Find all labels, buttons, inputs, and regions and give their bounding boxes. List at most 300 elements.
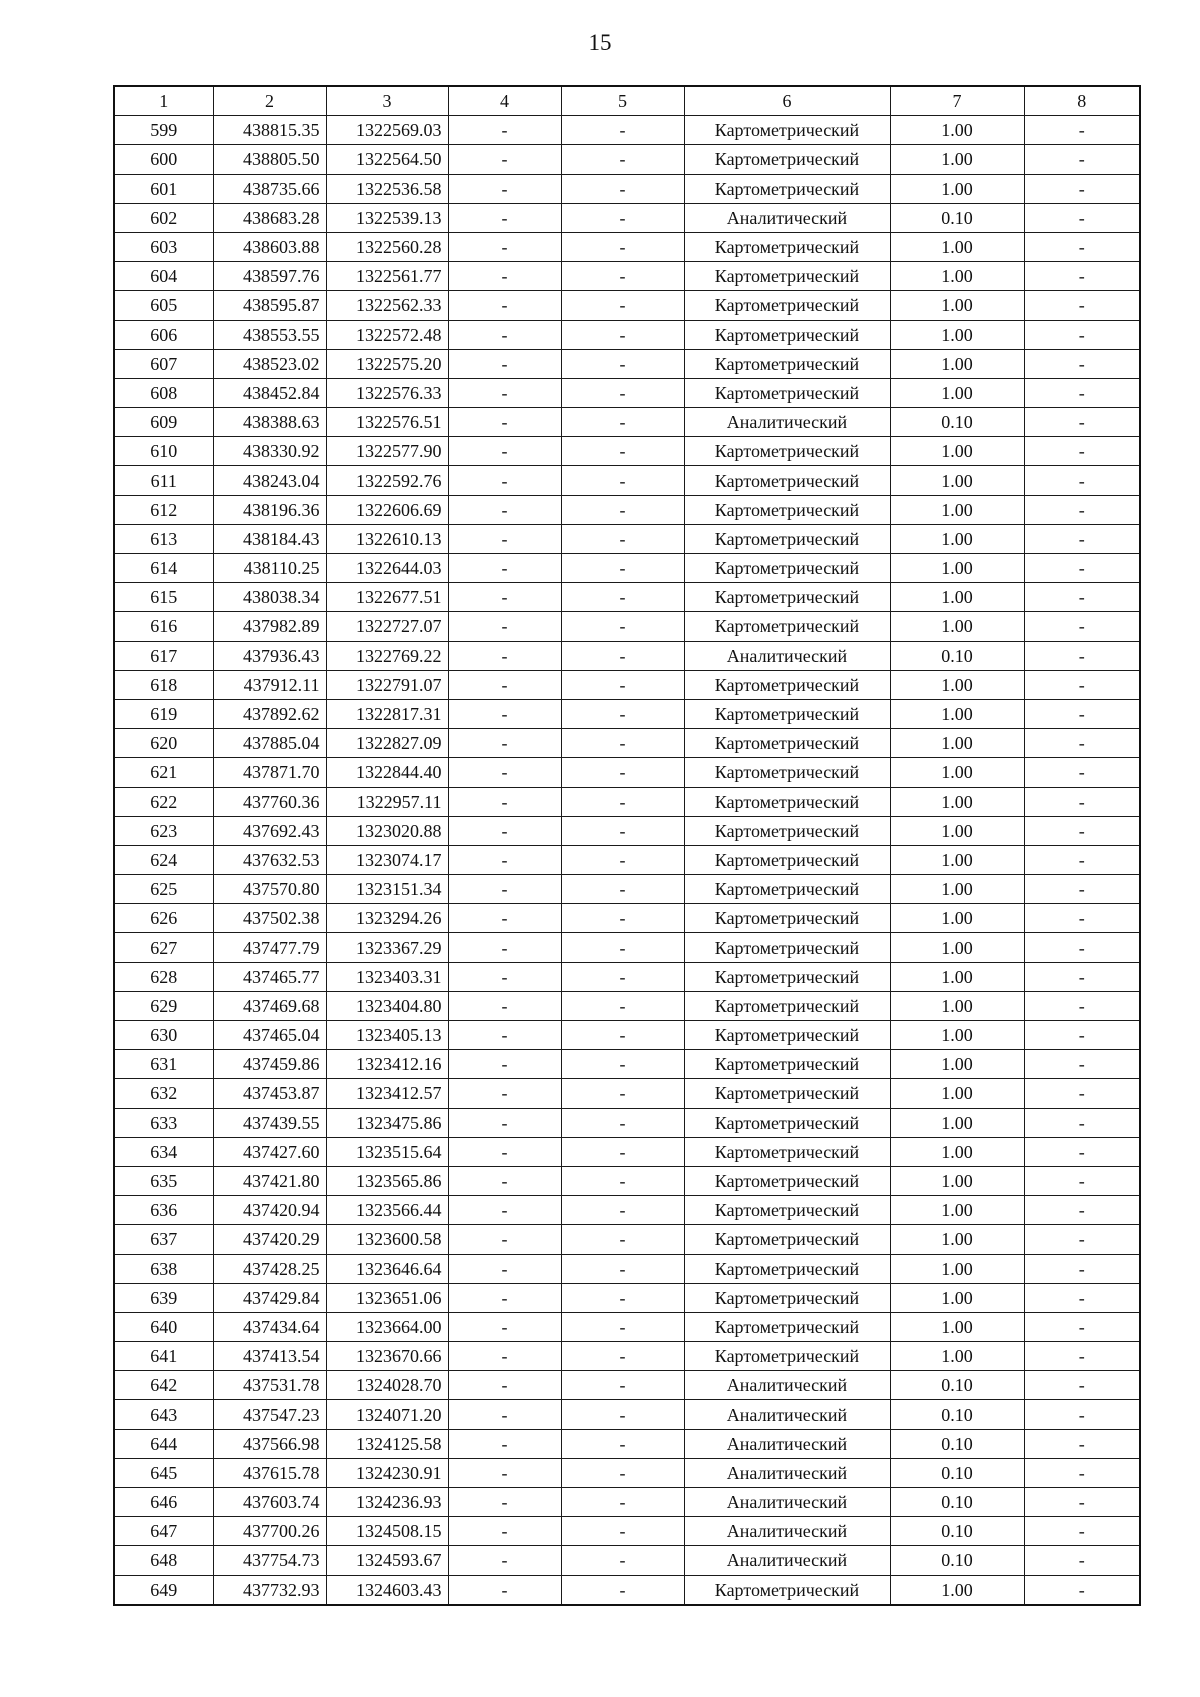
col4-cell: -: [448, 378, 561, 407]
accuracy-cell: 1.00: [890, 1050, 1024, 1079]
accuracy-cell: 1.00: [890, 1254, 1024, 1283]
method-cell: Картометрический: [684, 670, 890, 699]
point-number-cell: 642: [114, 1371, 213, 1400]
y-coordinate-cell: 1323151.34: [326, 875, 448, 904]
x-coordinate-cell: 437453.87: [213, 1079, 326, 1108]
x-coordinate-cell: 438452.84: [213, 378, 326, 407]
col8-cell: -: [1024, 641, 1140, 670]
accuracy-cell: 1.00: [890, 729, 1024, 758]
x-coordinate-cell: 437892.62: [213, 699, 326, 728]
method-cell: Аналитический: [684, 1458, 890, 1487]
col4-cell: -: [448, 670, 561, 699]
col8-cell: -: [1024, 699, 1140, 728]
accuracy-cell: 1.00: [890, 758, 1024, 787]
col8-cell: -: [1024, 1312, 1140, 1341]
x-coordinate-cell: 437912.11: [213, 670, 326, 699]
accuracy-cell: 0.10: [890, 1488, 1024, 1517]
method-cell: Картометрический: [684, 699, 890, 728]
point-number-cell: 633: [114, 1108, 213, 1137]
col5-cell: -: [561, 699, 684, 728]
accuracy-cell: 1.00: [890, 1108, 1024, 1137]
col8-cell: -: [1024, 378, 1140, 407]
col4-cell: -: [448, 845, 561, 874]
col8-cell: -: [1024, 758, 1140, 787]
x-coordinate-cell: 437434.64: [213, 1312, 326, 1341]
method-cell: Картометрический: [684, 1108, 890, 1137]
accuracy-cell: 1.00: [890, 612, 1024, 641]
point-number-cell: 648: [114, 1546, 213, 1575]
point-number-cell: 634: [114, 1137, 213, 1166]
accuracy-cell: 0.10: [890, 203, 1024, 232]
col8-cell: -: [1024, 1517, 1140, 1546]
col4-cell: -: [448, 174, 561, 203]
y-coordinate-cell: 1323294.26: [326, 904, 448, 933]
col5-cell: -: [561, 991, 684, 1020]
point-number-cell: 622: [114, 787, 213, 816]
method-cell: Картометрический: [684, 1254, 890, 1283]
point-number-cell: 630: [114, 1021, 213, 1050]
table-row: [114, 962, 1140, 991]
col5-cell: -: [561, 787, 684, 816]
method-cell: Аналитический: [684, 1488, 890, 1517]
col8-cell: -: [1024, 1050, 1140, 1079]
y-coordinate-cell: 1323074.17: [326, 845, 448, 874]
col4-cell: -: [448, 1225, 561, 1254]
table-row: [114, 875, 1140, 904]
x-coordinate-cell: 437413.54: [213, 1342, 326, 1371]
col4-cell: -: [448, 408, 561, 437]
accuracy-cell: 1.00: [890, 262, 1024, 291]
y-coordinate-cell: 1322572.48: [326, 320, 448, 349]
table-row: [114, 145, 1140, 174]
table-row: [114, 291, 1140, 320]
col8-cell: -: [1024, 291, 1140, 320]
col4-cell: -: [448, 232, 561, 261]
col4-cell: -: [448, 262, 561, 291]
col8-cell: -: [1024, 1079, 1140, 1108]
y-coordinate-cell: 1322569.03: [326, 116, 448, 145]
col8-cell: -: [1024, 1429, 1140, 1458]
col8-cell: -: [1024, 437, 1140, 466]
col4-cell: -: [448, 349, 561, 378]
accuracy-cell: 0.10: [890, 1429, 1024, 1458]
table-row: [114, 904, 1140, 933]
y-coordinate-cell: 1324125.58: [326, 1429, 448, 1458]
col8-cell: -: [1024, 962, 1140, 991]
col8-cell: -: [1024, 1400, 1140, 1429]
col5-cell: -: [561, 495, 684, 524]
method-cell: Картометрический: [684, 378, 890, 407]
y-coordinate-cell: 1322562.33: [326, 291, 448, 320]
col4-cell: -: [448, 816, 561, 845]
x-coordinate-cell: 438196.36: [213, 495, 326, 524]
x-coordinate-cell: 437465.04: [213, 1021, 326, 1050]
x-coordinate-cell: 438597.76: [213, 262, 326, 291]
x-coordinate-cell: 437469.68: [213, 991, 326, 1020]
table-row: [114, 437, 1140, 466]
col8-cell: -: [1024, 1458, 1140, 1487]
col8-cell: -: [1024, 349, 1140, 378]
accuracy-cell: 1.00: [890, 1283, 1024, 1312]
x-coordinate-cell: 437477.79: [213, 933, 326, 962]
accuracy-cell: 1.00: [890, 232, 1024, 261]
table-row: [114, 203, 1140, 232]
x-coordinate-cell: 437732.93: [213, 1575, 326, 1605]
accuracy-cell: 1.00: [890, 670, 1024, 699]
y-coordinate-cell: 1322576.33: [326, 378, 448, 407]
table-row: [114, 262, 1140, 291]
col4-cell: -: [448, 1021, 561, 1050]
accuracy-cell: 0.10: [890, 1400, 1024, 1429]
y-coordinate-cell: 1323566.44: [326, 1196, 448, 1225]
col5-cell: -: [561, 1254, 684, 1283]
col4-cell: -: [448, 1575, 561, 1605]
table-row: [114, 845, 1140, 874]
accuracy-cell: 1.00: [890, 1575, 1024, 1605]
col5-cell: -: [561, 1312, 684, 1341]
col4-cell: -: [448, 758, 561, 787]
method-cell: Картометрический: [684, 524, 890, 553]
table-row: [114, 641, 1140, 670]
y-coordinate-cell: 1324603.43: [326, 1575, 448, 1605]
col8-cell: -: [1024, 554, 1140, 583]
y-coordinate-cell: 1322817.31: [326, 699, 448, 728]
col5-cell: -: [561, 612, 684, 641]
method-cell: Картометрический: [684, 1079, 890, 1108]
col5-cell: -: [561, 116, 684, 145]
x-coordinate-cell: 437428.25: [213, 1254, 326, 1283]
accuracy-cell: 0.10: [890, 1517, 1024, 1546]
x-coordinate-cell: 438735.66: [213, 174, 326, 203]
accuracy-cell: 0.10: [890, 408, 1024, 437]
accuracy-cell: 1.00: [890, 524, 1024, 553]
accuracy-cell: 1.00: [890, 495, 1024, 524]
table-header-row: [114, 86, 1140, 116]
col8-cell: -: [1024, 787, 1140, 816]
table-row: [114, 1283, 1140, 1312]
y-coordinate-cell: 1324236.93: [326, 1488, 448, 1517]
column-header: 1: [114, 86, 213, 116]
accuracy-cell: 1.00: [890, 962, 1024, 991]
x-coordinate-cell: 437420.94: [213, 1196, 326, 1225]
method-cell: Картометрический: [684, 816, 890, 845]
col4-cell: -: [448, 1342, 561, 1371]
col4-cell: -: [448, 641, 561, 670]
col8-cell: -: [1024, 524, 1140, 553]
point-number-cell: 609: [114, 408, 213, 437]
point-number-cell: 646: [114, 1488, 213, 1517]
y-coordinate-cell: 1322592.76: [326, 466, 448, 495]
accuracy-cell: 1.00: [890, 1196, 1024, 1225]
col4-cell: -: [448, 495, 561, 524]
col8-cell: -: [1024, 1196, 1140, 1225]
col4-cell: -: [448, 1429, 561, 1458]
col4-cell: -: [448, 962, 561, 991]
col8-cell: -: [1024, 1546, 1140, 1575]
col5-cell: -: [561, 1488, 684, 1517]
point-number-cell: 612: [114, 495, 213, 524]
col8-cell: -: [1024, 729, 1140, 758]
method-cell: Аналитический: [684, 1400, 890, 1429]
method-cell: Картометрический: [684, 1283, 890, 1312]
y-coordinate-cell: 1322539.13: [326, 203, 448, 232]
method-cell: Аналитический: [684, 1546, 890, 1575]
method-cell: Картометрический: [684, 466, 890, 495]
x-coordinate-cell: 437760.36: [213, 787, 326, 816]
col5-cell: -: [561, 1225, 684, 1254]
col4-cell: -: [448, 116, 561, 145]
x-coordinate-cell: 437439.55: [213, 1108, 326, 1137]
table-row: [114, 320, 1140, 349]
x-coordinate-cell: 437754.73: [213, 1546, 326, 1575]
col8-cell: -: [1024, 232, 1140, 261]
page-number: 15: [588, 30, 612, 55]
col5-cell: -: [561, 1458, 684, 1487]
point-number-cell: 616: [114, 612, 213, 641]
coordinates-table: [113, 85, 1141, 1606]
col5-cell: -: [561, 437, 684, 466]
col5-cell: -: [561, 583, 684, 612]
x-coordinate-cell: 438388.63: [213, 408, 326, 437]
col5-cell: -: [561, 145, 684, 174]
method-cell: Картометрический: [684, 1021, 890, 1050]
method-cell: Картометрический: [684, 904, 890, 933]
accuracy-cell: 1.00: [890, 320, 1024, 349]
y-coordinate-cell: 1322844.40: [326, 758, 448, 787]
x-coordinate-cell: 438553.55: [213, 320, 326, 349]
x-coordinate-cell: 438038.34: [213, 583, 326, 612]
method-cell: Картометрический: [684, 116, 890, 145]
col5-cell: -: [561, 816, 684, 845]
col8-cell: -: [1024, 1371, 1140, 1400]
col4-cell: -: [448, 1458, 561, 1487]
point-number-cell: 624: [114, 845, 213, 874]
col8-cell: -: [1024, 816, 1140, 845]
col5-cell: -: [561, 1546, 684, 1575]
col4-cell: -: [448, 320, 561, 349]
col4-cell: -: [448, 583, 561, 612]
method-cell: Картометрический: [684, 554, 890, 583]
table-row: [114, 1400, 1140, 1429]
column-header: 2: [213, 86, 326, 116]
point-number-cell: 640: [114, 1312, 213, 1341]
table-row: [114, 378, 1140, 407]
x-coordinate-cell: 437570.80: [213, 875, 326, 904]
point-number-cell: 617: [114, 641, 213, 670]
y-coordinate-cell: 1322606.69: [326, 495, 448, 524]
col5-cell: -: [561, 641, 684, 670]
point-number-cell: 600: [114, 145, 213, 174]
column-header: 5: [561, 86, 684, 116]
accuracy-cell: 1.00: [890, 174, 1024, 203]
method-cell: Картометрический: [684, 729, 890, 758]
col4-cell: -: [448, 875, 561, 904]
point-number-cell: 644: [114, 1429, 213, 1458]
accuracy-cell: 1.00: [890, 437, 1024, 466]
col4-cell: -: [448, 1312, 561, 1341]
point-number-cell: 599: [114, 116, 213, 145]
column-header: 8: [1024, 86, 1140, 116]
accuracy-cell: 1.00: [890, 378, 1024, 407]
y-coordinate-cell: 1324593.67: [326, 1546, 448, 1575]
method-cell: Аналитический: [684, 641, 890, 670]
col5-cell: -: [561, 758, 684, 787]
col8-cell: -: [1024, 1166, 1140, 1195]
table-row: [114, 408, 1140, 437]
y-coordinate-cell: 1322769.22: [326, 641, 448, 670]
col5-cell: -: [561, 232, 684, 261]
point-number-cell: 611: [114, 466, 213, 495]
y-coordinate-cell: 1323515.64: [326, 1137, 448, 1166]
point-number-cell: 649: [114, 1575, 213, 1605]
col8-cell: -: [1024, 1137, 1140, 1166]
col8-cell: -: [1024, 933, 1140, 962]
col8-cell: -: [1024, 116, 1140, 145]
col8-cell: -: [1024, 670, 1140, 699]
y-coordinate-cell: 1324028.70: [326, 1371, 448, 1400]
x-coordinate-cell: 437465.77: [213, 962, 326, 991]
col4-cell: -: [448, 1108, 561, 1137]
method-cell: Картометрический: [684, 758, 890, 787]
table-row: [114, 349, 1140, 378]
method-cell: Картометрический: [684, 1196, 890, 1225]
table-row: [114, 670, 1140, 699]
col5-cell: -: [561, 845, 684, 874]
column-header: 4: [448, 86, 561, 116]
y-coordinate-cell: 1323565.86: [326, 1166, 448, 1195]
col5-cell: -: [561, 524, 684, 553]
col8-cell: -: [1024, 1108, 1140, 1137]
point-number-cell: 625: [114, 875, 213, 904]
table-row: [114, 816, 1140, 845]
x-coordinate-cell: 437632.53: [213, 845, 326, 874]
table-row: [114, 1488, 1140, 1517]
col8-cell: -: [1024, 845, 1140, 874]
x-coordinate-cell: 438815.35: [213, 116, 326, 145]
x-coordinate-cell: 438595.87: [213, 291, 326, 320]
y-coordinate-cell: 1322577.90: [326, 437, 448, 466]
table-row: [114, 495, 1140, 524]
point-number-cell: 639: [114, 1283, 213, 1312]
accuracy-cell: 1.00: [890, 1225, 1024, 1254]
col5-cell: -: [561, 1050, 684, 1079]
col4-cell: -: [448, 1371, 561, 1400]
y-coordinate-cell: 1323670.66: [326, 1342, 448, 1371]
y-coordinate-cell: 1323404.80: [326, 991, 448, 1020]
point-number-cell: 602: [114, 203, 213, 232]
y-coordinate-cell: 1323646.64: [326, 1254, 448, 1283]
accuracy-cell: 1.00: [890, 816, 1024, 845]
method-cell: Картометрический: [684, 232, 890, 261]
col4-cell: -: [448, 1517, 561, 1546]
table-row: [114, 729, 1140, 758]
table-row: [114, 991, 1140, 1020]
method-cell: Аналитический: [684, 1429, 890, 1458]
method-cell: Картометрический: [684, 962, 890, 991]
accuracy-cell: 1.00: [890, 875, 1024, 904]
x-coordinate-cell: 437421.80: [213, 1166, 326, 1195]
method-cell: Картометрический: [684, 933, 890, 962]
table-row: [114, 1546, 1140, 1575]
y-coordinate-cell: 1323412.57: [326, 1079, 448, 1108]
table-row: [114, 466, 1140, 495]
table-row: [114, 1458, 1140, 1487]
y-coordinate-cell: 1322610.13: [326, 524, 448, 553]
point-number-cell: 603: [114, 232, 213, 261]
col5-cell: -: [561, 962, 684, 991]
point-number-cell: 610: [114, 437, 213, 466]
y-coordinate-cell: 1323403.31: [326, 962, 448, 991]
x-coordinate-cell: 438523.02: [213, 349, 326, 378]
accuracy-cell: 1.00: [890, 1137, 1024, 1166]
col5-cell: -: [561, 320, 684, 349]
table-row: [114, 583, 1140, 612]
method-cell: Картометрический: [684, 787, 890, 816]
col4-cell: -: [448, 1400, 561, 1429]
col8-cell: -: [1024, 991, 1140, 1020]
y-coordinate-cell: 1323651.06: [326, 1283, 448, 1312]
method-cell: Картометрический: [684, 875, 890, 904]
method-cell: Картометрический: [684, 1342, 890, 1371]
y-coordinate-cell: 1322536.58: [326, 174, 448, 203]
table-row: [114, 1312, 1140, 1341]
col8-cell: -: [1024, 583, 1140, 612]
accuracy-cell: 1.00: [890, 991, 1024, 1020]
point-number-cell: 605: [114, 291, 213, 320]
point-number-cell: 620: [114, 729, 213, 758]
col5-cell: -: [561, 1342, 684, 1371]
point-number-cell: 635: [114, 1166, 213, 1195]
accuracy-cell: 1.00: [890, 145, 1024, 174]
table-row: [114, 612, 1140, 641]
accuracy-cell: 1.00: [890, 554, 1024, 583]
y-coordinate-cell: 1322560.28: [326, 232, 448, 261]
accuracy-cell: 1.00: [890, 466, 1024, 495]
table-row: [114, 1166, 1140, 1195]
y-coordinate-cell: 1323475.86: [326, 1108, 448, 1137]
y-coordinate-cell: 1322827.09: [326, 729, 448, 758]
col5-cell: -: [561, 1283, 684, 1312]
y-coordinate-cell: 1322564.50: [326, 145, 448, 174]
col5-cell: -: [561, 466, 684, 495]
method-cell: Картометрический: [684, 1137, 890, 1166]
column-header: 7: [890, 86, 1024, 116]
table-row: [114, 116, 1140, 145]
accuracy-cell: 1.00: [890, 933, 1024, 962]
accuracy-cell: 0.10: [890, 641, 1024, 670]
point-number-cell: 623: [114, 816, 213, 845]
col5-cell: -: [561, 378, 684, 407]
col4-cell: -: [448, 1196, 561, 1225]
point-number-cell: 629: [114, 991, 213, 1020]
method-cell: Картометрический: [684, 262, 890, 291]
col5-cell: -: [561, 875, 684, 904]
method-cell: Картометрический: [684, 1575, 890, 1605]
col4-cell: -: [448, 933, 561, 962]
col5-cell: -: [561, 1371, 684, 1400]
x-coordinate-cell: 438243.04: [213, 466, 326, 495]
y-coordinate-cell: 1324230.91: [326, 1458, 448, 1487]
y-coordinate-cell: 1322727.07: [326, 612, 448, 641]
accuracy-cell: 1.00: [890, 1021, 1024, 1050]
table-row: [114, 933, 1140, 962]
col8-cell: -: [1024, 203, 1140, 232]
col5-cell: -: [561, 1166, 684, 1195]
accuracy-cell: 1.00: [890, 1342, 1024, 1371]
col5-cell: -: [561, 349, 684, 378]
point-number-cell: 604: [114, 262, 213, 291]
x-coordinate-cell: 437603.74: [213, 1488, 326, 1517]
